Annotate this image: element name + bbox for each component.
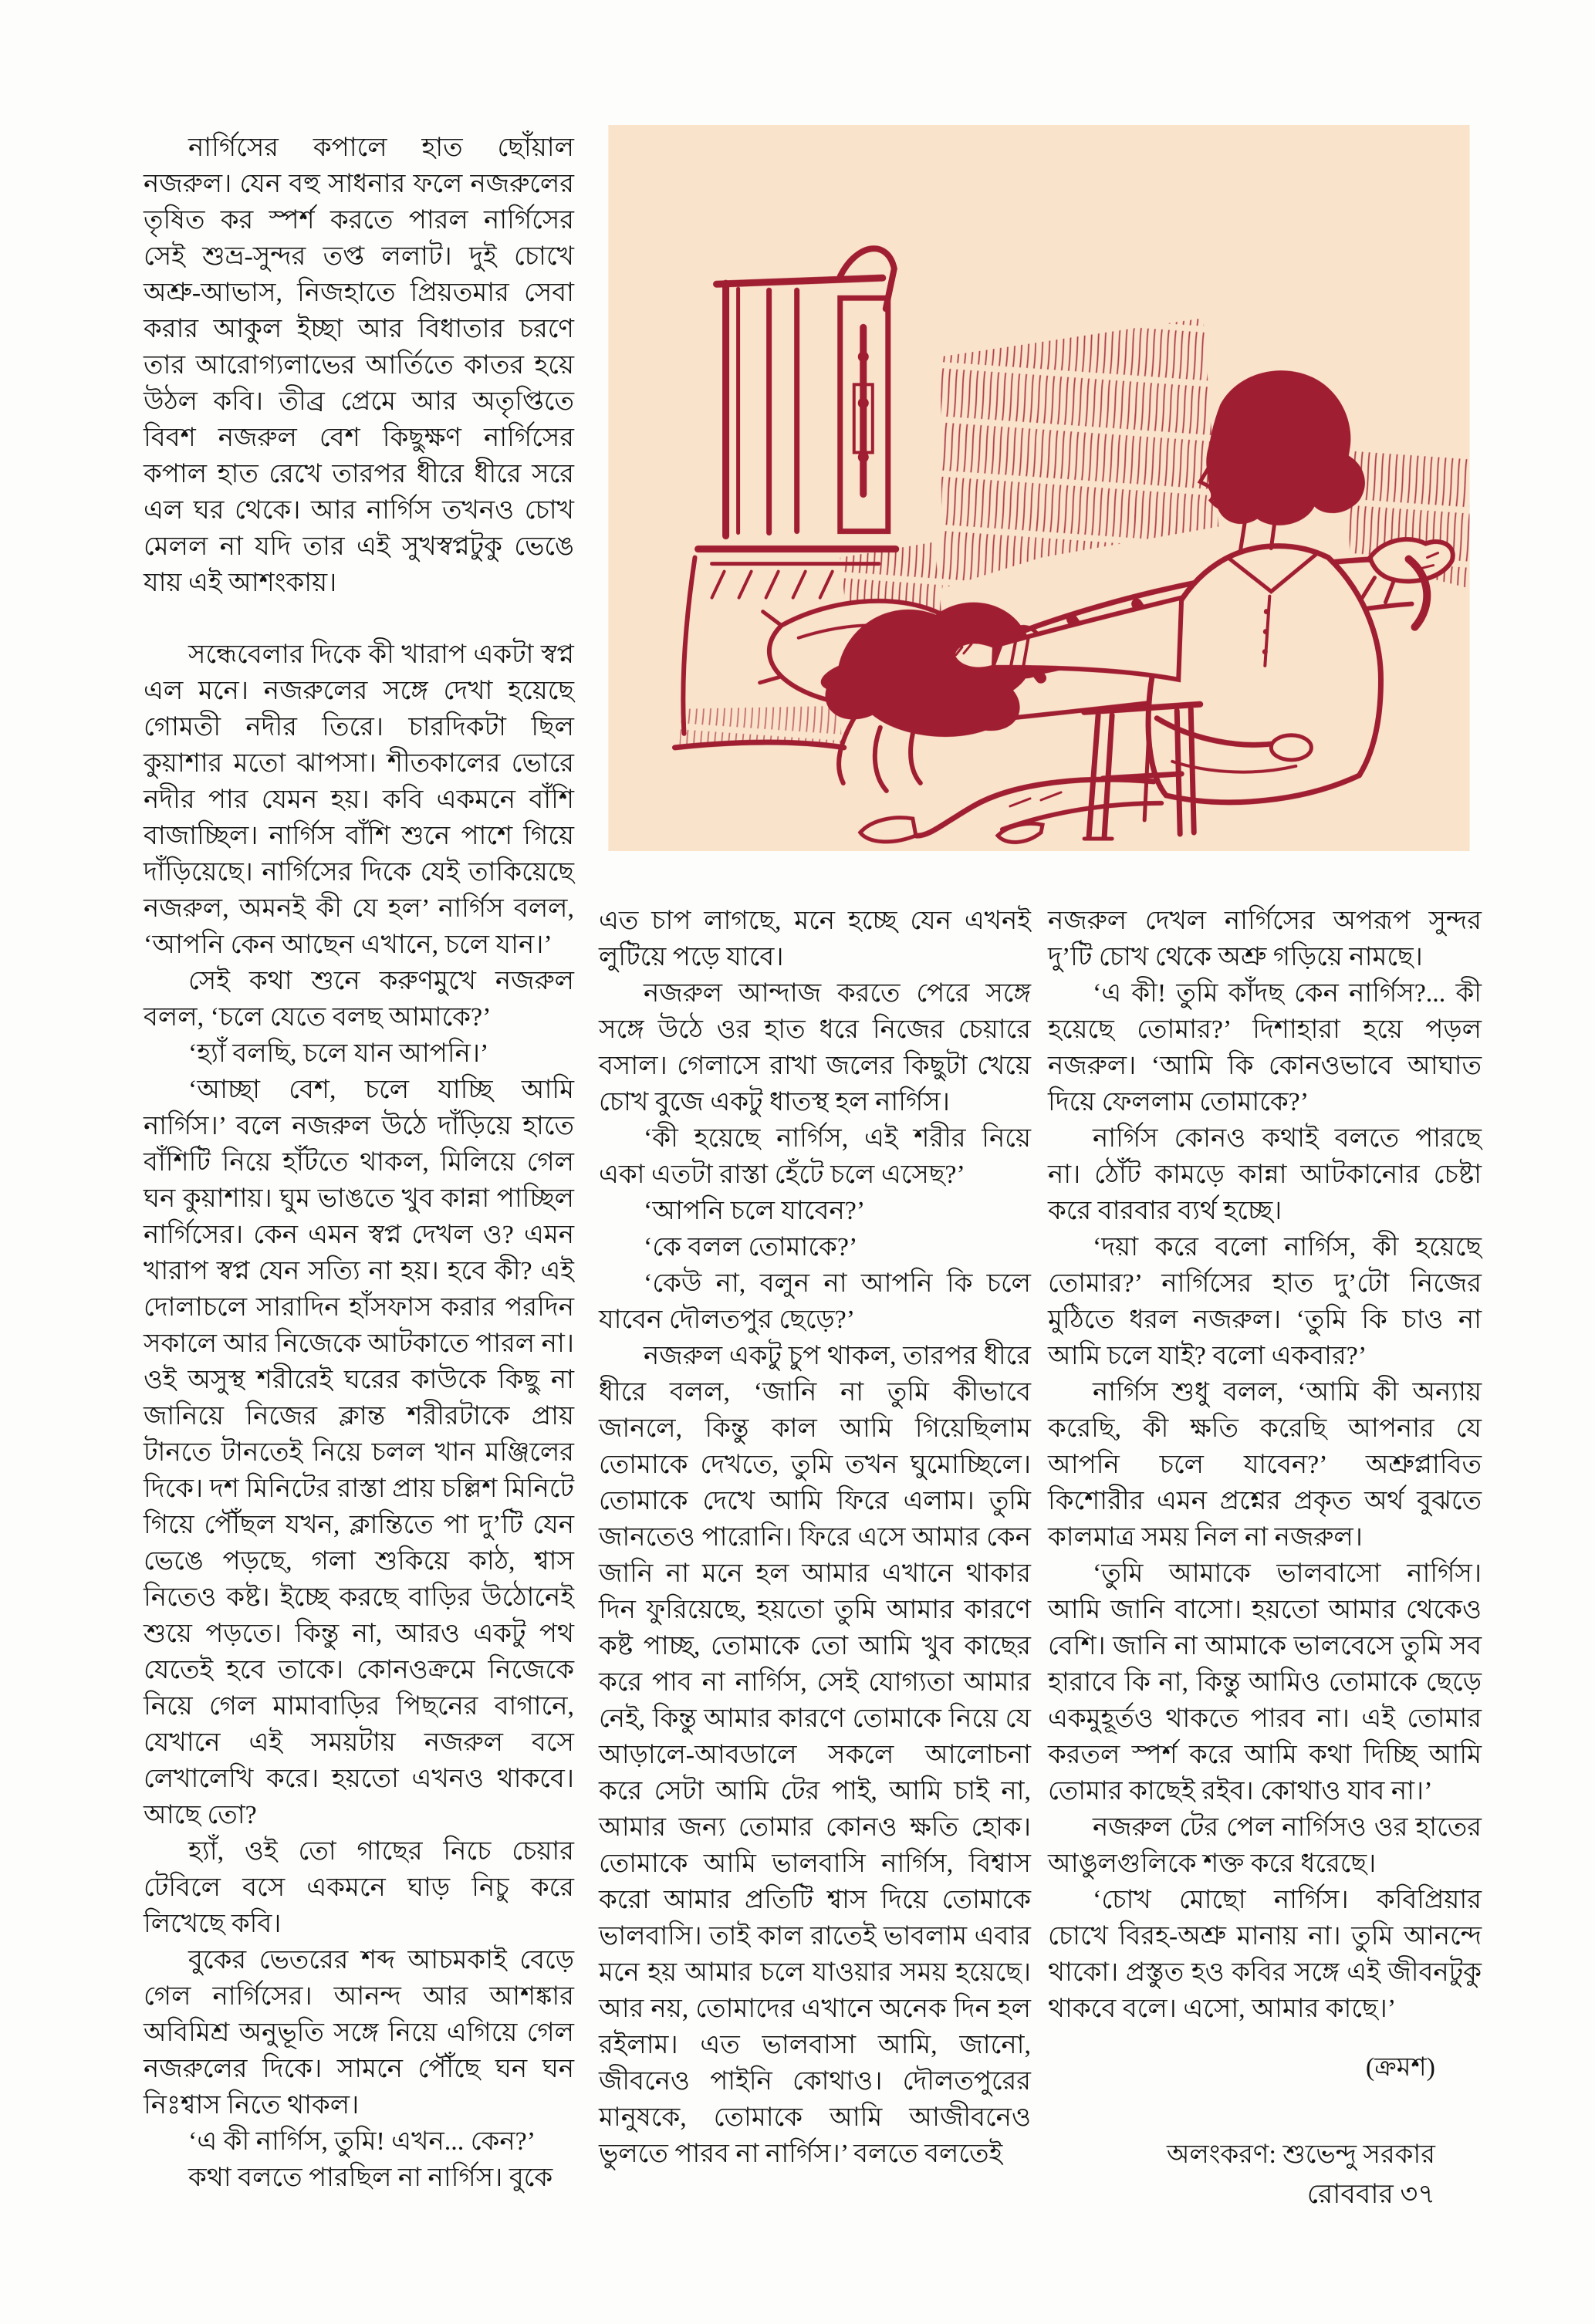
story-illustration (608, 125, 1470, 851)
page-footer: রোববার ৩৭ (1306, 2179, 1435, 2209)
paragraph: ‘হ্যাঁ বলছি, চলে যান আপনি।’ (188, 1039, 489, 1068)
paragraph: ‘কী হয়েছে নার্গিস, এই শরীর নিয়ে একা এতটা রাস্তা হেঁটে চলে এসেছ?’ (599, 1124, 1031, 1189)
paragraph: সন্ধেবেলার দিকে কী খারাপ একটা স্বপ্ন এল মনে। নজরুলের সঙ্গে দেখা হয়েছে গোমতী নদীর তিরে। চারদিকটা ছিল কুয়াশার মতো ঝাপসা। শীতকালের ভোরে নদীর পার যেমন হয়। কবি একমনে বাঁশি বাজাচ্ছিল। নার্গিস বাঁশি শুনে পাশে গিয়ে দাঁড়িয়েছে। নার্গিসের দিকে যেই তাকিয়েছে নজরুল, অমনই কী যে হল’ নার্গিস বলল, ‘আপনি কেন আছেন এখানে, চলে যান।’ (144, 640, 574, 959)
paragraph: নার্গিস কোনও কথাই বলতে পারছে না। ঠোঁট কামড়ে কান্না আটকানোর চেষ্টা করে বারবার ব্যর্থ হচ্ছে। (1048, 1124, 1482, 1225)
paragraph: ‘আচ্ছা বেশ, চলে যাচ্ছি আমি নার্গিস।’ বলে নজরুল উঠে দাঁড়িয়ে হাতে বাঁশিটি নিয়ে হাঁটতে থাকল, মিলিয়ে গেল ঘন কুয়াশায়। ঘুম ভাঙতে খুব কান্না পাচ্ছিল নার্গিসের। কেন এমন স্বপ্ন দেখল ও? এমন খারাপ স্বপ্ন যেন সত্যি না হয়। হবে কী? এই দোলাচলে সারাদিন হাঁসফাস করার পরদিন সকালে আর নিজেকে আটকাতে পারল না। ওই অসুস্থ শরীরেই ঘরের কাউকে কিছু না জানিয়ে নিজের ক্লান্ত শরীরটাকে প্রায় টানতে টানতেই নিয়ে চলল খান মঞ্জিলের দিকে। দশ মিনিটের রাস্তা প্রায় চল্লিশ মিনিটে গিয়ে পৌঁছল যখন, ক্লান্তিতে পা দু’টি যেন ভেঙে পড়ছে, গলা শুকিয়ে কাঠ, শ্বাস নিতেও কষ্ট। ইচ্ছে করছে বাড়ির উঠোনেই শুয়ে পড়তে। কিন্তু না, আরও একটু পথ যেতেই হবে তাকে। কোনওক্রমে নিজেকে নিয়ে গেল মামাবাড়ির পিছনের বাগানে, যেখানে এই সময়টায় নজরুল বসে লেখালেখি করে। হয়তো এখনও থাকবে। আছে তো? (144, 1076, 574, 1829)
paragraph: কথা বলতে পারছিল না নার্গিস। বুকে (188, 2164, 553, 2192)
paragraph: সেই কথা শুনে করুণমুখে নজরুল বলল, ‘চলে যেতে বলছ আমাকে?’ (144, 967, 574, 1032)
illustrator-credit: অলংকরণ: শুভেন্দু সরকার (1167, 2140, 1435, 2169)
paragraph: ‘কেউ না, বলুন না আপনি কি চলে যাবেন দৌলতপুর ছেড়ে?’ (599, 1269, 1031, 1334)
paragraph: নজরুল টের পেল নার্গিসও ওর হাতের আঙুলগুলিকে শক্ত করে ধরেছে। (1048, 1813, 1482, 1878)
paragraph: নজরুল একটু চুপ থাকল, তারপর ধীরে ধীরে বলল, ‘জানি না তুমি কীভাবে জানলে, কিন্তু কাল আমি গিয়েছিলাম তোমাকে দেখতে, তুমি তখন ঘুমোচ্ছিলে। তোমাকে দেখে আমি ফিরে এলাম। তুমি জানতেও পারোনি। ফিরে এসে আমার কেন জানি না মনে হল আমার এখানে থাকার দিন ফুরিয়েছে, হয়তো তুমি আমার কারণে কষ্ট পাচ্ছ, তোমাকে তো আমি খুব কাছের করে পাব না নার্গিস, সেই যোগ্যতা আমার নেই, কিন্তু আমার কারণে তোমাকে নিয়ে যে আড়ালে-আবডালে সকলে আলোচনা করে সেটা আমি টের পাই, আমি চাই না, আমার জন্য তোমার কোনও ক্ষতি হোক। তোমাকে আমি ভালবাসি নার্গিস, বিশ্বাস করো আমার প্রতিটি শ্বাস দিয়ে তোমাকে ভালবাসি। তাই কাল রাতেই ভাবলাম এবার মনে হয় আমার চলে যাওয়ার সময় হয়েছে। আর নয়, তোমাদের এখানে অনেক দিন হল রইলাম। এত ভালবাসা আমি, জানো, জীবনেও পাইনি কোথাও। দৌলতপুরের মানুষকে, তোমাকে আমি আজীবনেও ভুলতে পারব না নার্গিস।’ বলতে বলতেই (599, 1342, 1031, 2168)
paragraph: হ্যাঁ, ওই তো গাছের নিচে চেয়ার টেবিলে বসে একমনে ঘাড় নিচু করে লিখেছে কবি। (144, 1837, 574, 1938)
touching-hand (953, 642, 992, 669)
paragraph: ‘দয়া করে বলো নার্গিস, কী হয়েছে তোমার?’ নার্গিসের হাত দু’টো নিজের মুঠিতে ধরল নজরুল। ‘তুমি কি চাও না আমি চলে যাই? বলো একবার?’ (1048, 1233, 1482, 1370)
hair-bun (1317, 463, 1364, 509)
paragraph: ‘কে বলল তোমাকে?’ (644, 1233, 858, 1262)
text-column-2 (599, 903, 1031, 2172)
paragraph: বুকের ভেতরের শব্দ আচমকাই বেড়ে গেল নার্গিসের। আনন্দ আর আশঙ্কার অবিমিশ্র অনুভূতি সঙ্গে নিয়ে এগিয়ে গেল নজরুলের দিকে। সামনে পৌঁছে ঘন ঘন নিঃশ্বাস নিতে থাকল। (144, 1946, 574, 2120)
paragraph: নার্গিসের কপালে হাত ছোঁয়াল নজরুল। যেন বহু সাধনার ফলে নজরুলের তৃষিত কর স্পর্শ করতে পারল নার্গিসের সেই শুভ্র-সুন্দর তপ্ত ললাট। দুই চোখে অশ্রু-আভাস, নিজহাতে প্রিয়তমার সেবা করার আকুল ইচ্ছা আর বিধাতার চরণে তার আরোগ্যলাভের আর্তিতে কাতর হয়ে উঠল কবি। তীব্র প্রেমে আর অতৃপ্তিতে বিবশ নজরুল বেশ কিছুক্ষণ নার্গিসের কপাল হাত রেখে তারপর ধীরে ধীরে সরে এল ঘর থেকে। আর নার্গিস তখনও চোখ মেলল না যদি তার এই সুখস্বপ্নটুকু ভেঙে যায় এই আশংকায়। (144, 133, 574, 597)
text-column-3 (1048, 903, 1482, 2027)
paragraph: নজরুল আন্দাজ করতে পেরে সঙ্গে সঙ্গে উঠে ওর হাত ধরে নিজের চেয়ারে বসাল। গেলাসে রাখা জলের কিছুটা খেয়ে চোখ বুজে একটু ধাতস্থ হল নার্গিস। (599, 979, 1031, 1116)
credits-block (1048, 2049, 1435, 2173)
paragraph: ‘এ কী! তুমি কাঁদছ কেন নার্গিস?... কী হয়েছে তোমার?’ দিশাহারা হয়ে পড়ল নজরুল। ‘আমি কি কোনওভাবে আঘাত দিয়ে ফেললাম তোমাকে?’ (1048, 979, 1482, 1116)
illustration-svg (608, 125, 1470, 851)
text-column-1 (144, 130, 574, 2196)
continued-marker: (ক্রমশ) (1365, 2053, 1435, 2082)
paragraph: ‘আপনি চলে যাবেন?’ (644, 1197, 866, 1225)
paragraph: নজরুল দেখল নার্গিসের অপরূপ সুন্দর দু’টি চোখ থেকে অশ্রু গড়িয়ে নামছে। (1048, 907, 1482, 971)
paragraph: ‘তুমি আমাকে ভালবাসো নার্গিস। আমি জানি বাসো। হয়তো আমার থেকেও বেশি। জানি না আমাকে ভালবেসে তুমি সব হারাবে কি না, কিন্তু আমিও তোমাকে ছেড়ে একমুহূর্তও থাকতে পারব না। এই তোমার করতল স্পর্শ করে আমি কথা দিচ্ছি আমি তোমার কাছেই রইব। কোথাও যাব না।’ (1048, 1559, 1482, 1805)
paragraph: ‘এ কী নার্গিস, তুমি! এখন... কেন?’ (188, 2127, 536, 2156)
paragraph: নার্গিস শুধু বলল, ‘আমি কী অন্যায় করেছি, কী ক্ষতি করেছি আপনার যে আপনি চলে যাবেন?’ অশ্রুপ্লাবিত কিশোরীর এমন প্রশ্নের প্রকৃত অর্থ বুঝতে কালমাত্র সময় নিল না নজরুল। (1048, 1378, 1482, 1552)
paragraph: ‘চোখ মোছো নার্গিস। কবিপ্রিয়ার চোখে বিরহ-অশ্রু মানায় না। তুমি আনন্দে থাকো। প্রস্তুত হও কবির সঙ্গে এই জীবনটুকু থাকবে বলে। এসো, আমার কাছে।’ (1048, 1886, 1482, 2023)
paragraph: এত চাপ লাগছে, মনে হচ্ছে যেন এখনই লুটিয়ে পড়ে যাবে। (599, 907, 1031, 971)
